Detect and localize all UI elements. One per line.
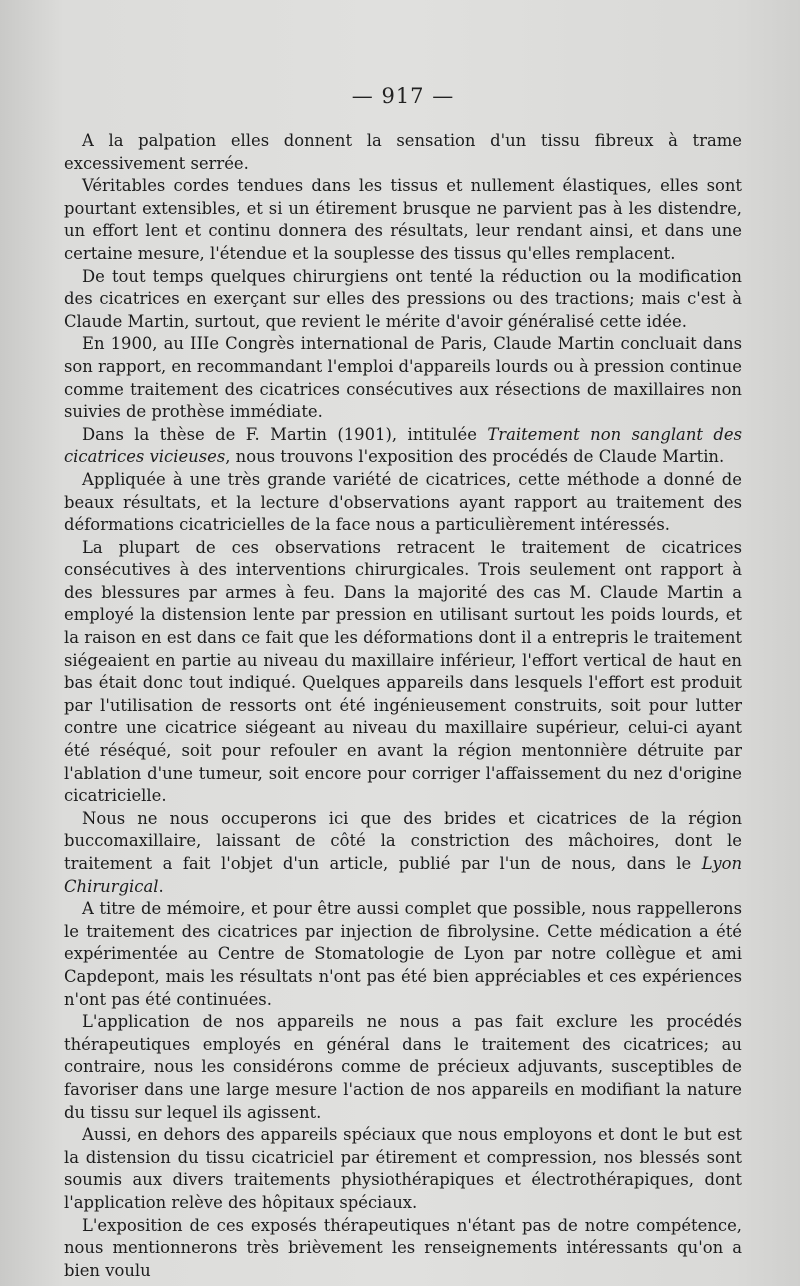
paragraph-9: A titre de mémoire, et pour être aussi complet que possible, nous rappellerons le traitement des cicatrices par injection de fibrolysine. Cette médication a été expérimentée au Centre de Stomatologie de Lyon par notre collègue et ami Capdepont, mais les résultats n'ont pas été bien appréciables et ces expériences n'ont pas été continuées.: [64, 899, 742, 1009]
paragraph-8-before: Nous ne nous occuperons ici que des brides et cicatrices de la région buccomaxillaire, laissant de côté la constriction des mâchoires, dont le traitement a fait l'objet d'un article, publié par l'un de nous, dans le: [64, 808, 742, 873]
paragraph-5-after: , nous trouvons l'exposition des procédés de Claude Martin.: [225, 447, 725, 467]
paragraph-5: [64, 424, 742, 469]
paragraph-11: Aussi, en dehors des appareils spéciaux que nous employons et dont le but est la distension du tissu cicatriciel par étirement et compression, nos blessés sont soumis aux divers traitements physiothérapiques et électrothérapiques, dont l'application relève des hôpitaux spéciaux.: [64, 1125, 742, 1212]
paragraph-1: A la palpation elles donnent la sensation d'un tissu fibreux à trame excessivement serrée.: [64, 131, 742, 173]
paragraph-8-after: .: [158, 876, 164, 896]
paragraph-7: La plupart de ces observations retracent le traitement de cicatrices consécutives à des interventions chirurgicales. Trois seulement ont rapport à des blessures par armes à feu. Dans la majorité des cas M. Claude Martin a employé la distension lente par pression en utilisant surtout les poids lourds, et la raison en est dans ce fait que les déformations dont il a entrepris le traitement siégeaient en partie au niveau du maxillaire inférieur, l'effort vertical de haut en bas était donc tout indiqué. Quelques appareils dans lesquels l'effort est produit par l'utilisation de ressorts ont été ingénieusement construits, soit pour lutter contre une cicatrice siégeant au niveau du maxillaire supérieur, celui-ci ayant été réséqué, soit pour refouler en avant la région mentonnière détruite par l'ablation d'une tumeur, soit encore pour corriger l'affaissement du nez d'origine cicatricielle.: [64, 537, 742, 806]
paragraph-3: De tout temps quelques chirurgiens ont tenté la réduction ou la modification des cicatrices en exerçant sur elles des pressions ou des tractions; mais c'est à Claude Martin, surtout, que revient le mérite d'avoir généralisé cette idée.: [64, 266, 742, 331]
paragraph-10: L'application de nos appareils ne nous a pas fait exclure les procédés thérapeutiques employés en général dans le traitement des cicatrices; au contraire, nous les considérons comme de précieux adjuvants, susceptibles de favoriser dans une large mesure l'action de nos appareils en modifiant la nature du tissu sur lequel ils agissent.: [64, 1012, 742, 1122]
thesis-title: Traitement non sanglant des cicatrices vicieuses: [64, 424, 742, 467]
paragraph-6: Appliquée à une très grande variété de cicatrices, cette méthode a donné de beaux résultats, et la lecture d'observations ayant rapport au traitement des déformations cicatricielles de la face nous a particulièrement intéressés.: [64, 469, 742, 535]
paragraph-8: [64, 808, 742, 898]
paragraph-4: En 1900, au IIIe Congrès international de Paris, Claude Martin concluait dans son rapport, en recommandant l'emploi d'appareils lourds ou à pression continue comme traitement des cicatrices consécutives aux résections de maxillaires non suivies de prothèse immédiate.: [64, 334, 742, 422]
paragraph-12: L'exposition de ces exposés thérapeutiques n'étant pas de notre compétence, nous mentionnerons très brièvement les renseignements intéressants qu'on a bien voulu: [64, 1215, 742, 1280]
page-number: — 917 —: [351, 84, 455, 108]
paragraph-2: Véritables cordes tendues dans les tissus et nullement élastiques, elles sont pourtant extensibles, et si un étirement brusque ne parvient pas à les distendre, un effort lent et continu donnera des résultats, leur rendant ainsi, et dans une certaine mesure, l'étendue et la souplesse des tissus qu'elles remplacent.: [64, 176, 742, 263]
paragraph-5-before: Dans la thèse de F. Martin (1901), intitulée: [82, 424, 488, 444]
journal-title: Lyon Chirurgical: [64, 854, 742, 896]
